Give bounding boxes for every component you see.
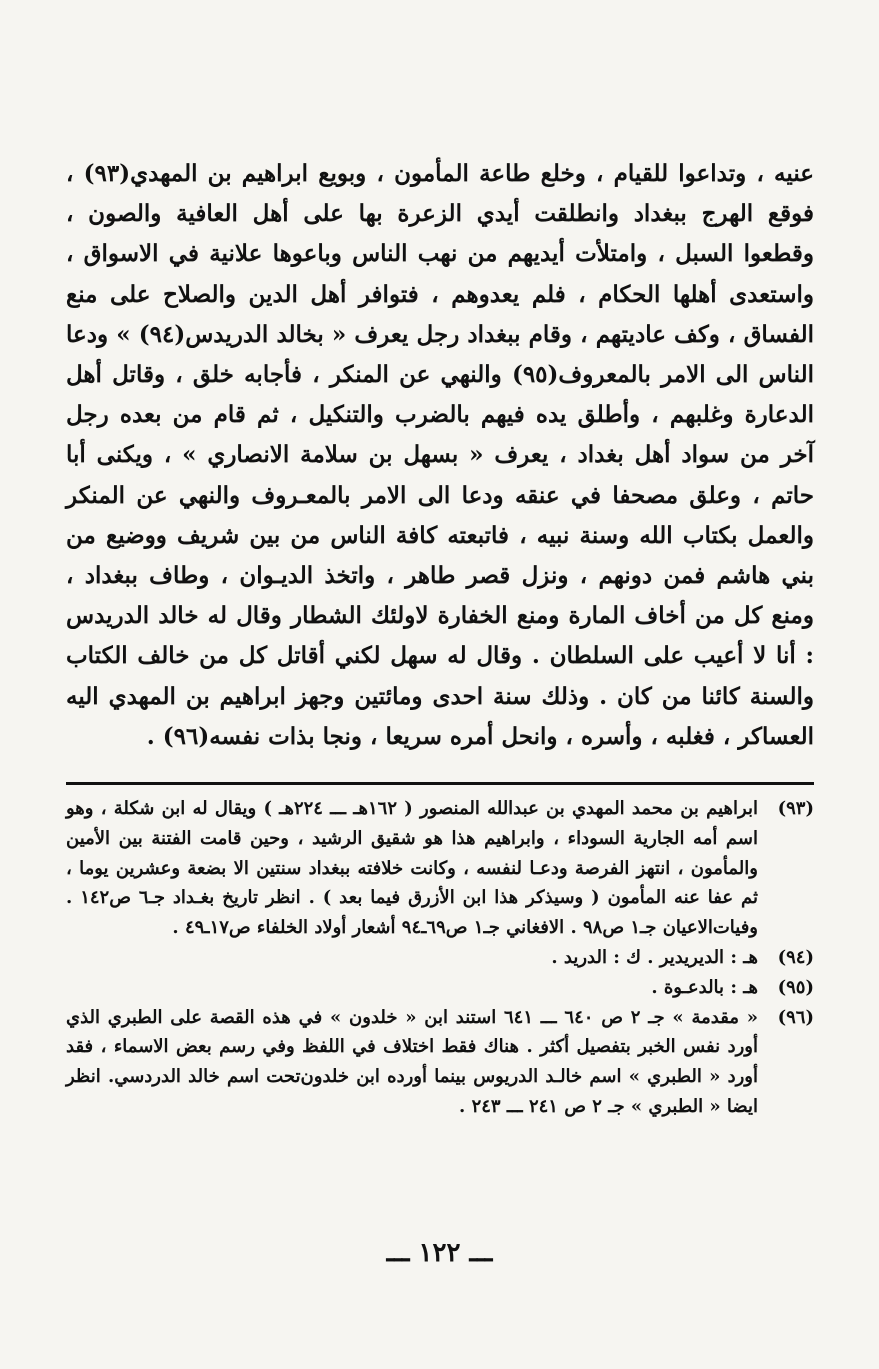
footnote-number: (٩٤) <box>777 946 814 968</box>
footnote-text: « مقدمة » جـ ٢ ص ٦٤٠ ـــ ٦٤١ استند ابن « خلدون » في هذه القصة على الطبري الذي أورد نفس الخبر بتفصيل أكثر . هناك فقط اختلاف في اللفظ وفي رسم بعض الاسماء ، فقد أورد « الطبري » اسم خالـد الدريوس بينما أورده ابن خلدون‌تحت اسم خالد الدردسي. انظر ايضا « الطبري » جـ ٢ ص ٢٤١ ـــ ٢٤٣ . <box>66 1006 758 1117</box>
footnote-text: هـ : الديريدير . ك : الدريد . <box>551 946 758 968</box>
footnotes-section <box>66 794 814 1122</box>
body-paragraph: عنيه ، وتداعوا للقيام ، وخلع طاعة المأمون ، وبويع ابراهيم بن المهدي(٩٣) ، فوقع الهرج ببغداد وانطلقت أيدي الزعرة بها على أهل العافية والصون ، وقطعوا السبل ، وامتلأت أيديهم من نهب الناس وباعوها علانية في الاسواق ، واستعدى أهلها الحكام ، فلم يعدوهم ، فتوافر أهل الدين والصلاح على منع الفساق ، وكف عاديتهم ، وقام ببغداد رجل يعرف « بخالد الدريدس(٩٤) » ودعا الناس الى الامر بالمعروف(٩٥) والنهي عن المنكر ، فأجابه خلق ، وقاتل أهل الدعارة وغلبهم ، وأطلق يده فيهم بالضرب والتنكيل ، ثم قام من بعده رجل آخر من سواد أهل بغداد ، يعرف « بسهل بن سلامة الانصاري » ، ويكنى أبا حاتم ، وعلق مصحفا في عنقه ودعا الى الامر بالمعـروف والنهي عن المنكر والعمل بكتاب الله وسنة نبيه ، فاتبعته كافة الناس من بين شريف ووضيع من بني هاشم فمن دونهم ، ونزل قصر طاهر ، واتخذ الديـوان ، وطاف ببغداد ، ومنع كل من أخاف المارة ومنع الخفارة لاولئك الشطار وقال له خالد الدريدس : أنا لا أعيب على السلطان . وقال له سهل لكني أقاتل كل من خالف الكتاب والسنة كائنا من كان . وذلك سنة احدى ومائتين وجهز ابراهيم بن المهدي اليه العساكر ، فغلبه ، وأسره ، وانحل أمره سريعا ، ونجا بذات نفسه(٩٦) . <box>66 160 814 750</box>
footnote-93 <box>66 794 814 943</box>
footnote-text: ابراهيم بن محمد المهدي بن عبدالله المنصور ( ١٦٢هـ ـــ ٢٢٤هـ ) ويقال له ابن شكلة ، وهو اسم أمه الجارية السوداء ، وابراهيم هذا هو شقيق الرشيد ، وحين قامت الفتنة بين الأمين والمأمون ، انتهز الفرصة ودعـا لنفسه ، وكانت خلافته ببغداد سنتين الا بضعة وعشرين يوما ، ثم عفا عنه المأمون ( وسيذكر هذا ابن الأزرق فيما بعد ) . انظر تاريخ بغـداد جـ٦ ص١٤٢ . وفيات‌الاعيان جـ١ ص٩٨ . الافغاني جـ١ ص٦٩ـ٩٤ أشعار أولاد الخلفاء ص١٧ـ٤٩ . <box>66 798 759 939</box>
footnote-text: هـ : بالدعـوة . <box>651 976 758 998</box>
footnote-96 <box>66 1003 814 1122</box>
footnote-number: (٩٦) <box>777 1006 814 1028</box>
footnote-number: (٩٣) <box>777 798 814 819</box>
footnote-94 <box>66 943 814 973</box>
main-text-block <box>66 154 814 757</box>
footnote-divider <box>66 782 814 785</box>
page-number: ـــ ١٢٢ ـــ <box>386 1238 493 1268</box>
footnote-95 <box>66 973 814 1003</box>
footnote-number: (٩٥) <box>777 976 814 998</box>
